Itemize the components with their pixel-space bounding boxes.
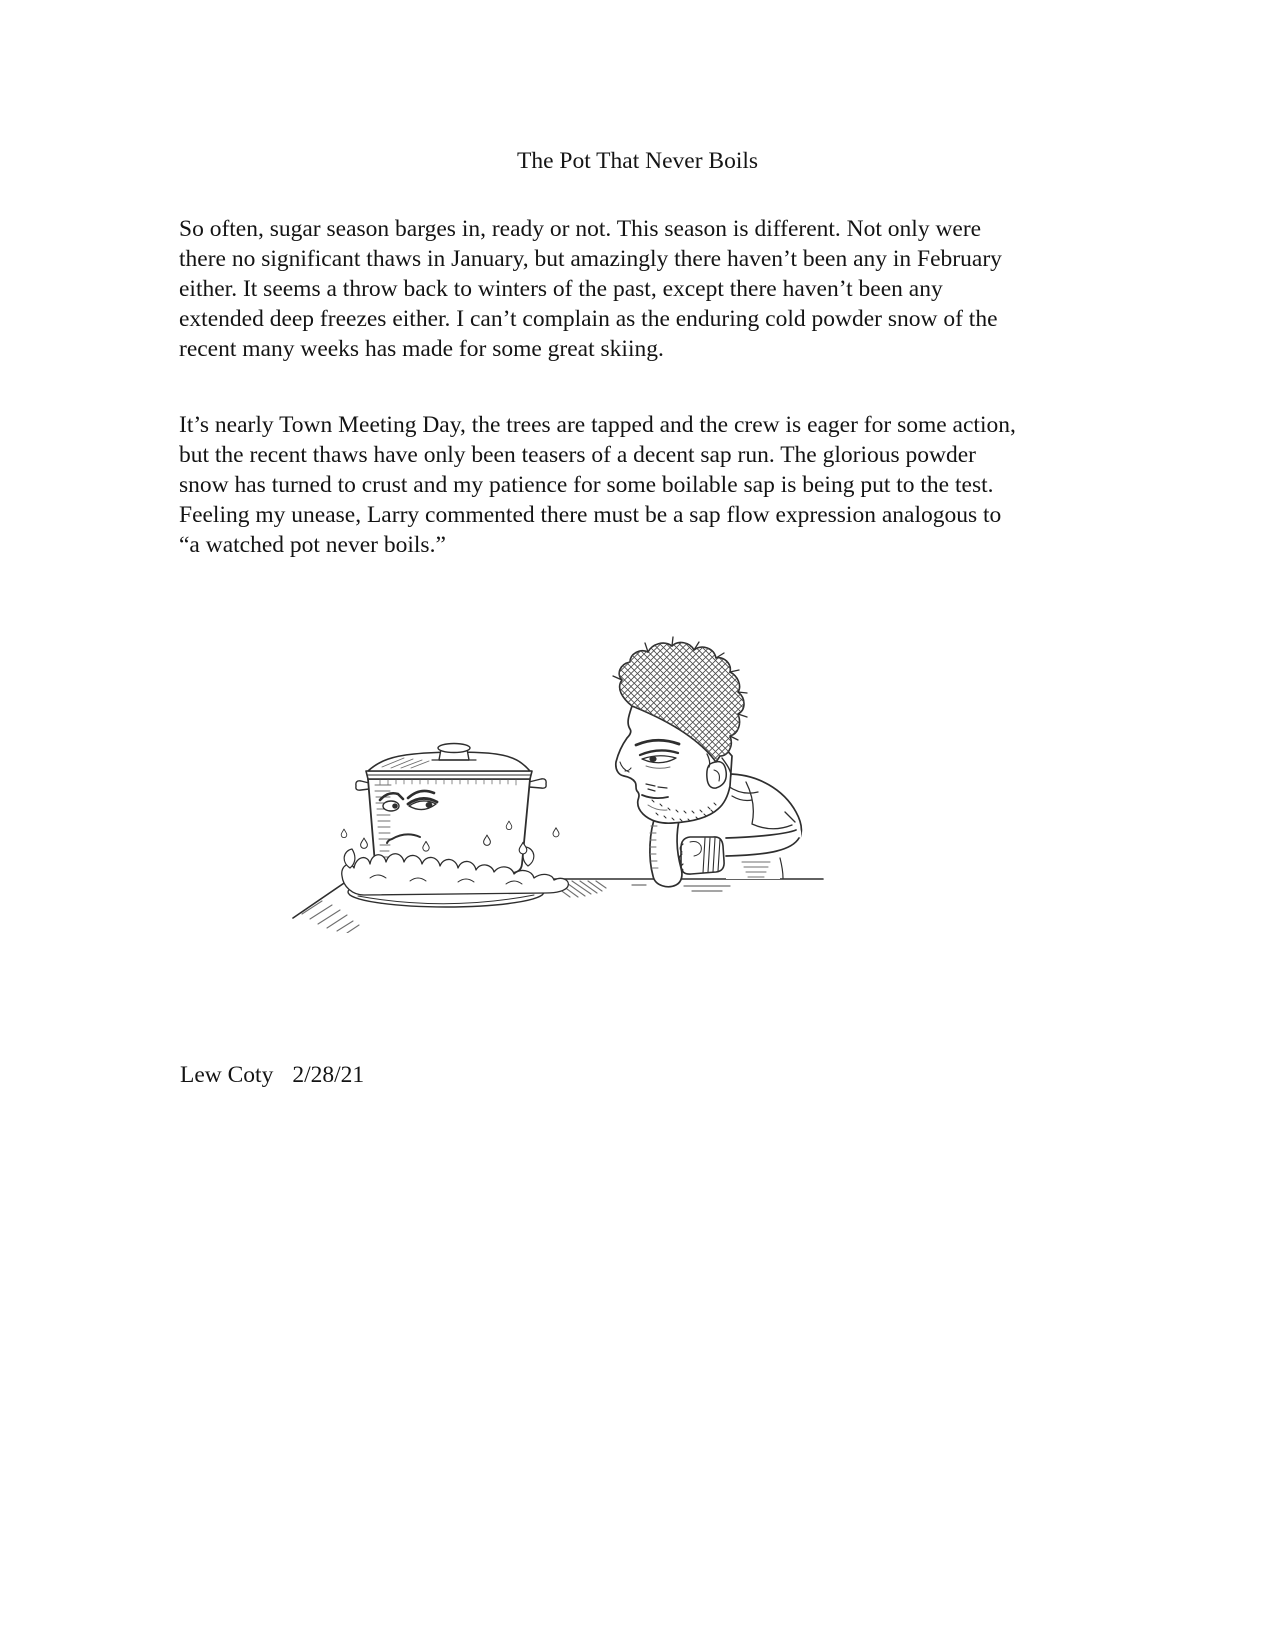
author-name: Lew Coty — [180, 1062, 274, 1088]
pot-cartoon — [356, 744, 546, 877]
man-cartoon — [613, 637, 803, 891]
man-fist — [679, 837, 724, 874]
document-body — [179, 214, 1026, 560]
paragraph-2: It’s nearly Town Meeting Day, the trees are tapped and the crew is eager for some action, but the recent thaws have only been teasers of a decent sap run. The glorious powder snow has turned to crust and my patience for some boilable sap is being put to the test. Feeling my unease, Larry commented there must be a sap flow expression analogous to “a watched pot never boils.” — [179, 412, 1016, 558]
pot-handle-left — [356, 781, 369, 790]
hand-shadow — [632, 885, 730, 891]
pot-watcher-illustration — [280, 628, 825, 933]
pot-handle-right — [529, 779, 546, 788]
document-title: The Pot That Never Boils — [516, 148, 759, 174]
signature-line — [180, 1060, 364, 1090]
paragraph-1: So often, sugar season barges in, ready or not. This season is different. Not only were there no significant thaws in January, but amazingly there haven’t been any in February either. It seems a throw back to winters of the past, except there haven’t been any extended deep freezes either. I can’t complain as the enduring cold powder snow of the recent many weeks has made for some great skiing. — [179, 216, 1002, 362]
man-head — [613, 637, 747, 823]
date: 2/28/21 — [292, 1062, 365, 1088]
